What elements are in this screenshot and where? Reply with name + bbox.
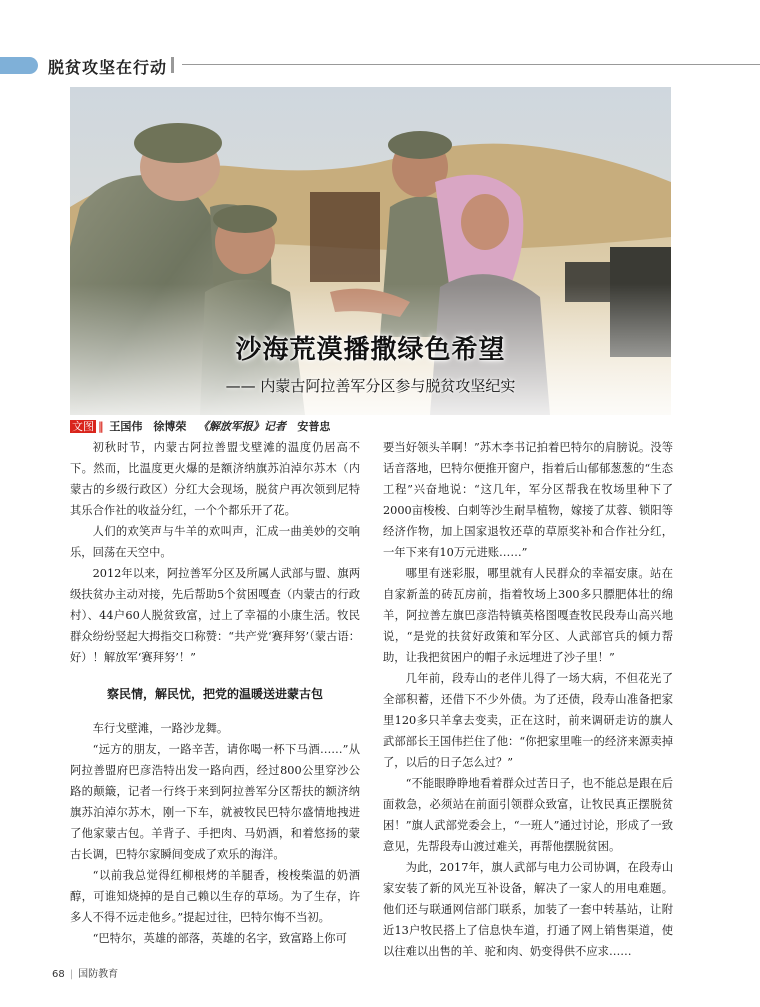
byline-authors: 王国伟 徐博荣 bbox=[109, 420, 187, 433]
header-separator bbox=[171, 57, 174, 73]
paragraph: 车行戈壁滩，一路沙龙舞。 bbox=[92, 722, 229, 735]
paragraph: 几年前，段寿山的老伴儿得了一场大病，不但花光了全部积蓄，还借下不少外债。为了还债，段寿山准备把家里120多只羊拿去变卖，正在这时，前来调研走访的旗人武部部长王国伟拦住了他：“你把家里唯一的经济来源卖掉了，以后的日子怎么过？” bbox=[383, 672, 673, 769]
paragraph: 哪里有迷彩服，哪里就有人民群众的幸福安康。站在自家新盖的砖瓦房前，指着牧场上300多只膘肥体壮的绵羊，阿拉善左旗巴彦浩特镇英格图嘎查牧民段寿山高兴地说，“是党的扶贫好政策和军分区、人武部官兵的倾力帮助，让我把贫困户的帽子永远埋进了沙子里！” bbox=[383, 567, 673, 664]
paragraph: 要当好领头羊啊！”苏木李书记拍着巴特尔的肩膀说。没等话音落地，巴特尔便推开窗户，指着后山郁郁葱葱的“生态工程”兴奋地说：“这几年，军分区帮我在牧场里种下了2000亩梭梭、白刺等沙生耐旱植物，嫁接了苁蓉、锁阳等经济作物，加上国家退牧还草的草原奖补和合作社分红，一年下来有10万元进账……” bbox=[383, 441, 673, 559]
page-number: 68 bbox=[52, 969, 65, 980]
paragraph: 初秋时节，内蒙古阿拉善盟戈壁滩的温度仍居高不下。然而，比温度更火爆的是额济纳旗苏泊淖尔苏木（内蒙古的乡级行政区）分红大会现场，脱贫户再次领到尼特其乐合作社的收益分红，一个个都乐开了花。 bbox=[70, 441, 360, 517]
paragraph: “巴特尔，英雄的部落，英雄的名字，致富路上你可 bbox=[92, 932, 347, 945]
paragraph: “以前我总觉得红柳根烤的羊腿香，梭梭柴温的奶酒醇，可谁知烧掉的是自己赖以生存的草场。为了生存，许多人不得不远走他乡。”提起过往，巴特尔悔不当初。 bbox=[70, 869, 360, 924]
section-heading: 察民情，解民忧，把党的温暖送进蒙古包 bbox=[106, 687, 323, 701]
byline-reporter: 安普忠 bbox=[297, 420, 331, 433]
article-column-left bbox=[70, 437, 360, 949]
byline-publication: 《解放军报》记者 bbox=[197, 420, 286, 433]
byline-tag: 文图 bbox=[72, 420, 94, 433]
paragraph: “不能眼睁睁地看着群众过苦日子，也不能总是跟在后面救急，必须站在前面引领群众致富，让牧民真正摆脱贫困！”旗人武部党委会上，“一班人”通过讨论，形成了一致意见，先帮段寿山渡过难关，再帮他摆脱贫困。 bbox=[383, 777, 673, 853]
paragraph: 2012年以来，阿拉善军分区及所属人武部与盟、旗两级扶贫办主动对接，先后帮助5个贫困嘎查（内蒙古的行政村）、44户60人脱贫致富，过上了幸福的小康生活。牧民群众纷纷竖起大拇指交口称赞：“共产党‘赛拜努’（蒙古语：好）！解放军‘赛拜努’！” bbox=[70, 567, 360, 664]
paragraph: “远方的朋友，一路辛苦，请你喝一杯下马酒……”从阿拉善盟府巴彦浩特出发一路向西，经过800公里穿沙公路的颠簸，记者一行终于来到阿拉善军分区帮扶的额济纳旗苏泊淖尔苏木，刚一下车，就被牧民巴特尔盛情地拽进了他家蒙古包。羊背子、手把肉、马奶酒，和着悠扬的蒙古长调，巴特尔家瞬间变成了欢乐的海洋。 bbox=[70, 743, 360, 861]
byline: 文图 ‖ 王国伟 徐博荣 《解放军报》记者 安普忠 bbox=[72, 420, 331, 433]
paragraph: 人们的欢笑声与牛羊的欢叫声，汇成一曲美妙的交响乐，回荡在天空中。 bbox=[70, 525, 360, 559]
article-column-right bbox=[383, 437, 673, 962]
article-subheadline: —— 内蒙古阿拉善军分区参与脱贫攻坚纪实 bbox=[225, 377, 516, 395]
page-footer: 68 | 国防教育 bbox=[52, 969, 119, 980]
article-headline: 沙海荒漠播撒绿色希望 bbox=[235, 335, 506, 365]
section-title: 脱贫攻坚在行动 bbox=[48, 58, 168, 77]
header-rule bbox=[182, 64, 760, 65]
magazine-name: 国防教育 bbox=[78, 969, 119, 980]
paragraph: 为此，2017年，旗人武部与电力公司协调，在段寿山家安装了新的风光互补设备，解决了一家人的用电难题。他们还与联通网信部门联系，加装了一套中转基站，让附近13户牧民搭上了信息快车道，打通了网上销售渠道，使以往难以出售的羊、驼和肉、奶变得供不应求…… bbox=[383, 861, 673, 958]
section-tab-marker bbox=[0, 57, 38, 74]
